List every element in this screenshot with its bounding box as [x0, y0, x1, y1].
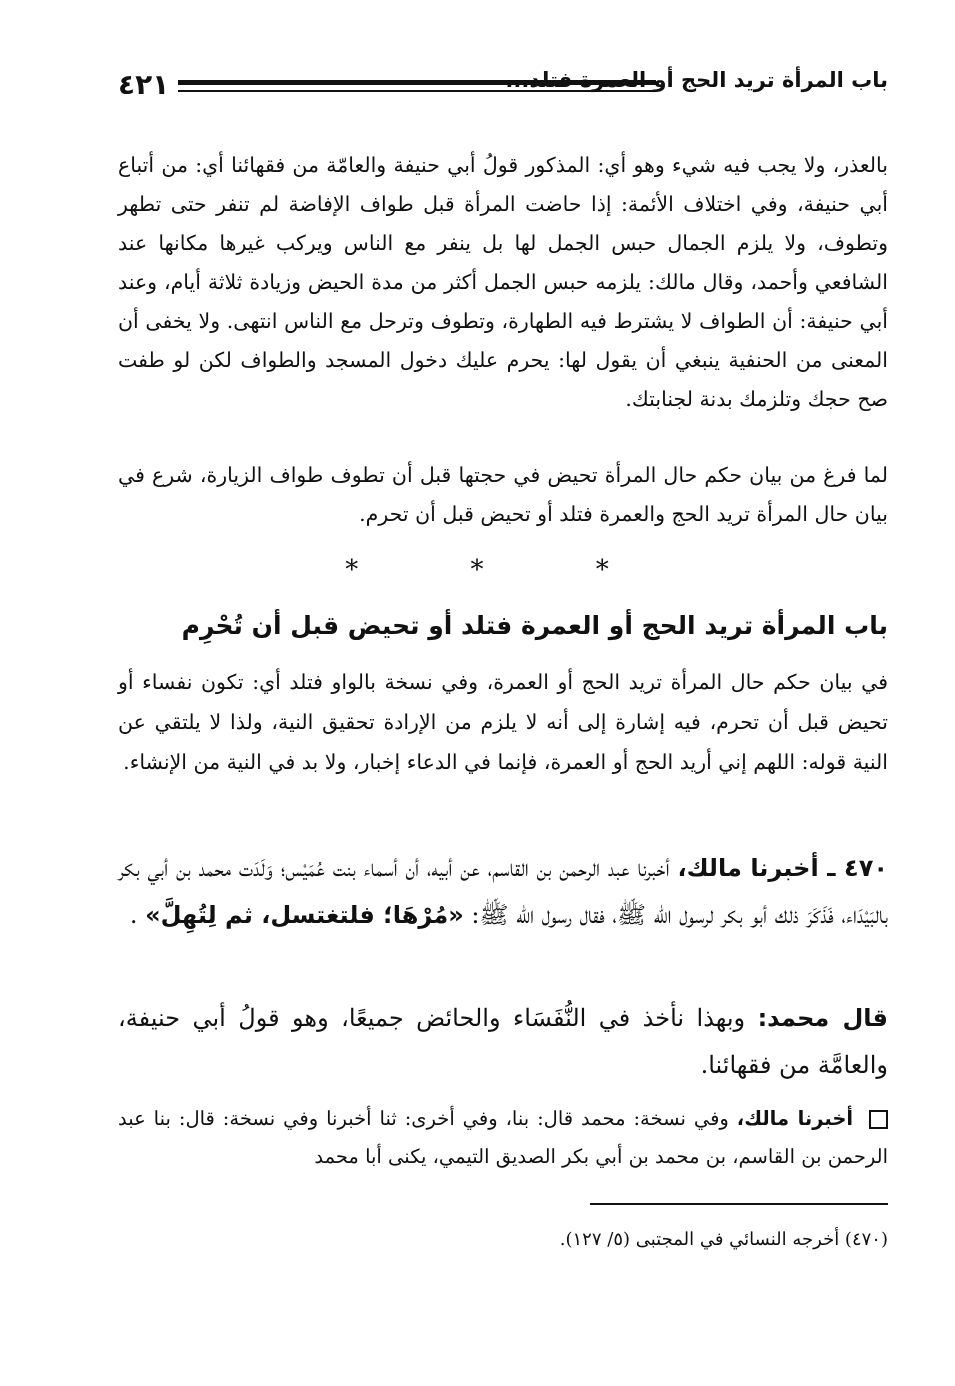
chapter-heading: باب المرأة تريد الحج أو العمرة فتلد أو تحيض قبل أن تُحْرِم	[181, 611, 888, 640]
page-header	[118, 62, 888, 112]
chapter-intro-text: في بيان حكم حال المرأة تريد الحج أو العمرة، وفي نسخة بالواو فتلد أي: تكون نفساء أو تحيض قبل أن تحرم، فيه إشارة إلى أنه لا يلزم من الإرادة تحقيق النية، ولذا لا يلتقي عن النية قوله: اللهم إني أريد الحج أو العمرة، فإنما في الدعاء إخبار، ولا بد في النية من الإنشاء.	[118, 670, 888, 774]
sharh-text: وفي نسخة: محمد قال: بنا، وفي أخرى: ثنا أخبرنا وفي نسخة: قال: بنا عبد الرحمن بن القاسم، بن محمد بن أبي بكر الصديق التيمي، يكنى أبا محمد	[118, 1107, 888, 1168]
chapter-intro	[118, 662, 888, 782]
footnote-divider	[590, 1203, 888, 1205]
hadith-quote: «مُرْهَا؛ فلتغتسل، ثم لِتُهِلَّ»	[145, 901, 464, 929]
commentary-text: بالعذر، ولا يجب فيه شيء وهو أي: المذكور قولُ أبي حنيفة والعامّة من فقهائنا أي: من أتباع أبي حنيفة، وفي اختلاف الأئمة: إذا حاضت المرأة قبل طواف الإفاضة لم تنفر حتى تطهر وتطوف، ولا يلزم الجمال حبس الجمل لها بل ينفر مع الناس ويركب غيرها مكانها عند الشافعي وأحمد، وقال مالك: يلزمه حبس الجمل أكثر من مدة الحيض وزيادة ثلاثة أيام، وعند أبي حنيفة: أن الطواف لا يشترط فيه الطهارة، وتطوف وترحل مع الناس انتهى. ولا يخفى أن المعنى من الحنفية ينبغي أن يقول لها: يحرم عليك دخول المسجد والطواف لكن لو طفت صح حجك وتلزمك بدنة لجنابتك.	[118, 153, 888, 411]
page-number: ٤٢١	[118, 68, 170, 101]
hadith-number-label: ٤٧٠ ـ أخبرنا مالك،	[677, 854, 888, 882]
transition-text: لما فرغ من بيان حكم حال المرأة تحيض في حجتها قبل أن تطوف طواف الزيارة، شرع في بيان حال المرأة تريد الحج والعمرة فتلد أو تحيض قبل أن تحرم.	[118, 463, 888, 526]
sharh-block	[118, 1100, 888, 1176]
hadith-text: أخبرنا عبد الرحمن بن القاسم، عن أبيه، أن أسماء بنت عُمَيْس؛ وَلَدَت محمد بن أبي بكر بالبَيْدَاء، فَذَكَرَ ذلك أبو بكر لرسول الله ﷺ، فقال رسول الله ﷺ:	[118, 854, 888, 929]
footnote: (٤٧٠) أخرجه النسائي في المجتبى (٥/ ١٢٧).	[559, 1229, 888, 1250]
hadith-block	[118, 845, 888, 939]
commentary-paragraph-1	[118, 146, 888, 419]
sharh-lead: أخبرنا مالك،	[736, 1107, 854, 1130]
muhammad-statement	[118, 995, 888, 1089]
hadith-end: .	[129, 901, 138, 929]
muhammad-label: قال محمد:	[757, 1004, 888, 1032]
section-separator: * * *	[345, 555, 661, 585]
square-marker-icon	[869, 1110, 888, 1129]
muhammad-text: وبهذا نأخذ في النُّفَسَاء والحائض جميعًا، وهو قولُ أبي حنيفة، والعامَّة من فقهائنا.	[118, 1004, 888, 1079]
running-title: باب المرأة تريد الحج أو العمرة فتلد...	[505, 68, 888, 92]
commentary-paragraph-2	[118, 456, 888, 534]
